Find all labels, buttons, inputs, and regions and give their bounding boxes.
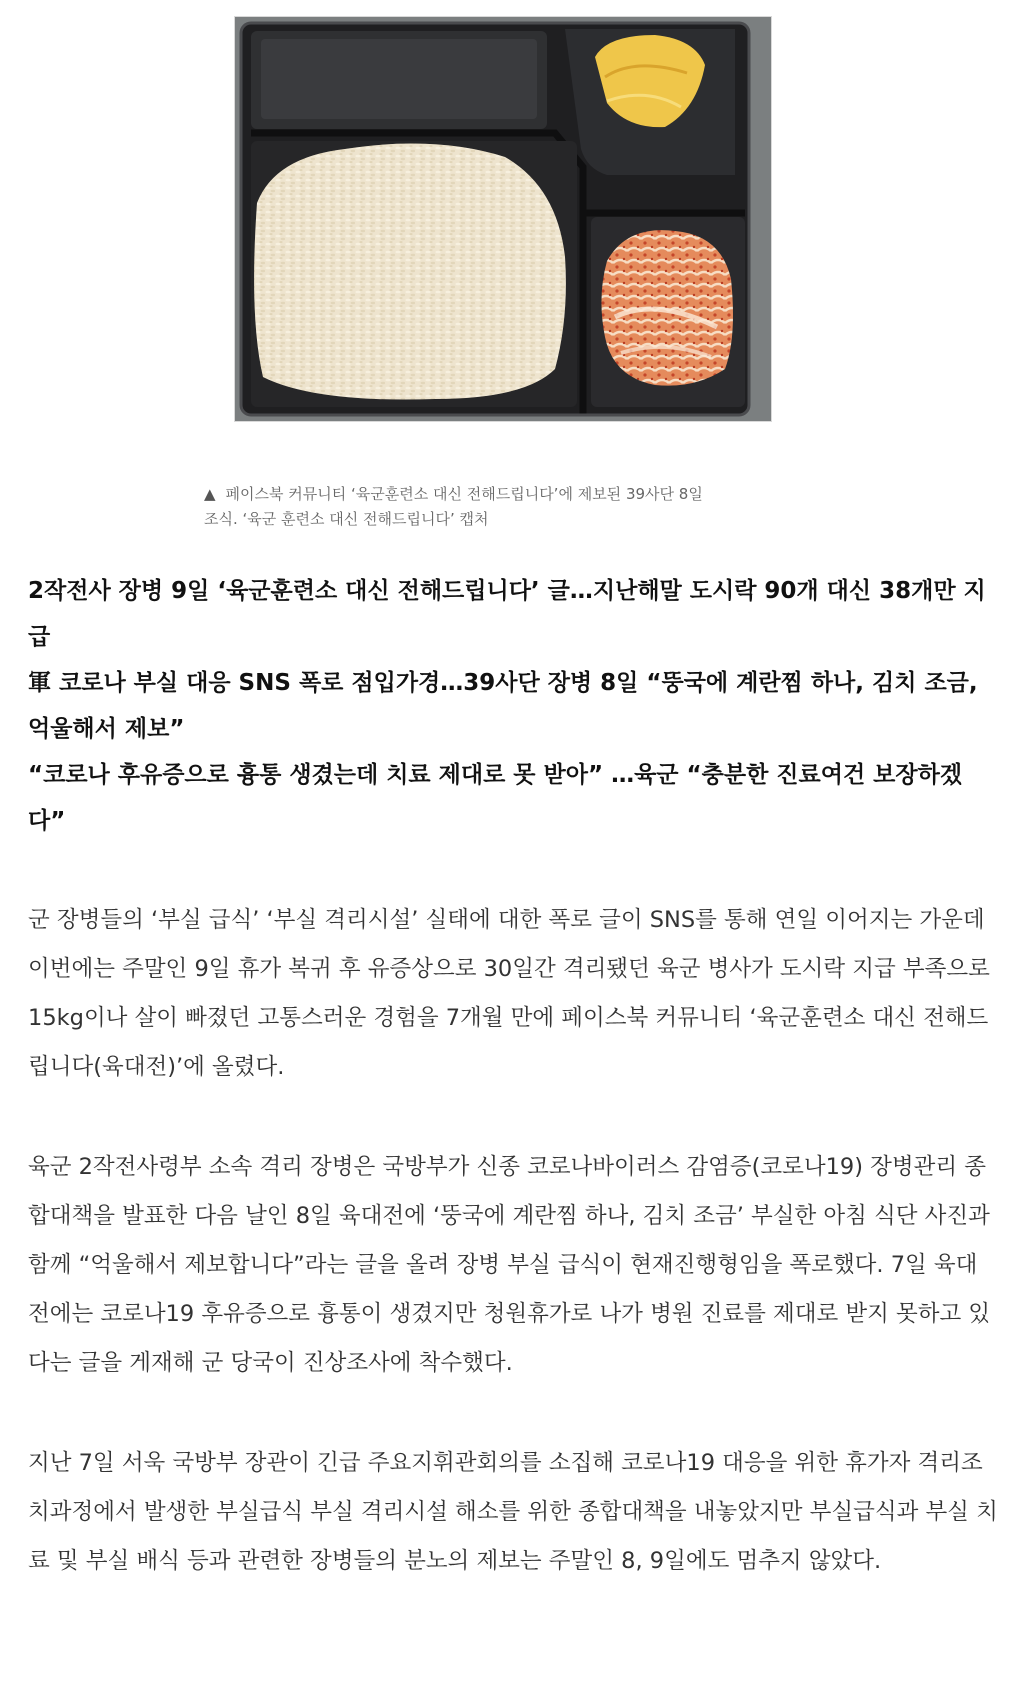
meal-tray-photo [234, 16, 772, 422]
article-subheadlines [28, 568, 998, 844]
article-paragraph-2: 육군 2작전사령부 소속 격리 장병은 국방부가 신종 코로나바이러스 감염증(코로나19) 장병관리 종합대책을 발표한 다음 날인 8일 육대전에 ‘뚱국에 계란찜 하나, 김치 조금’ 부실한 아침 식단 사진과 함께 “억울해서 제보합니다”라는 글을 올려 장병 부실 급식이 현재진행형임을 폭로했다. 7일 육대전에는 코로나19 후유증으로 흉통이 생겼지만 청원휴가로 나가 병원 진료를 제대로 받지 못하고 있다는 글을 게재해 군 당국이 진상조사에 착수했다. [28, 1154, 991, 1376]
caption-line-1 [204, 482, 844, 507]
article-paragraph-1: 군 장병들의 ‘부실 급식’ ‘부실 격리시설’ 실태에 대한 폭로 글이 SNS를 통해 연일 이어지는 가운데 이번에는 주말인 9일 휴가 복귀 후 유증상으로 30일간 격리됐던 육군 병사가 도시락 지급 부족으로 15kg이나 살이 빠졌던 고통스러운 경험을 7개월 만에 페이스북 커뮤니티 ‘육군훈련소 대신 전해드립니다(육대전)’에 올렸다. [28, 907, 990, 1080]
caption-line-2: 조식. ‘육군 훈련소 대신 전해드립니다’ 캡처 [204, 510, 489, 528]
photo-caption [204, 482, 844, 532]
subheadline-1: 2작전사 장병 9일 ‘육군훈련소 대신 전해드립니다’ 글…지난해말 도시락 90개 대신 38개만 지급 [28, 578, 986, 650]
caption-text-1: 페이스북 커뮤니티 ‘육군훈련소 대신 전해드립니다’에 제보된 39사단 8일 [225, 485, 703, 503]
subheadline-3: “코로나 후유증으로 흉통 생겼는데 치료 제대로 못 받아” …육군 “충분한 진료여건 보장하겠다” [28, 762, 963, 834]
caption-marker-icon: ▲ [204, 485, 216, 503]
subheadline-2: 軍 코로나 부실 대응 SNS 폭로 점입가경…39사단 장병 8일 “뚱국에 계란찜 하나, 김치 조금, 억울해서 제보” [28, 670, 978, 742]
article-paragraph-3: 지난 7일 서욱 국방부 장관이 긴급 주요지휘관회의를 소집해 코로나19 대응을 위한 휴가자 격리조치과정에서 발생한 부실급식 부실 격리시설 해소를 위한 종합대책을 내놓았지만 부실급식과 부실 치료 및 부실 배식 등과 관련한 장병들의 분노의 제보는 주말인 8, 9일에도 멈추지 않았다. [28, 1450, 998, 1574]
